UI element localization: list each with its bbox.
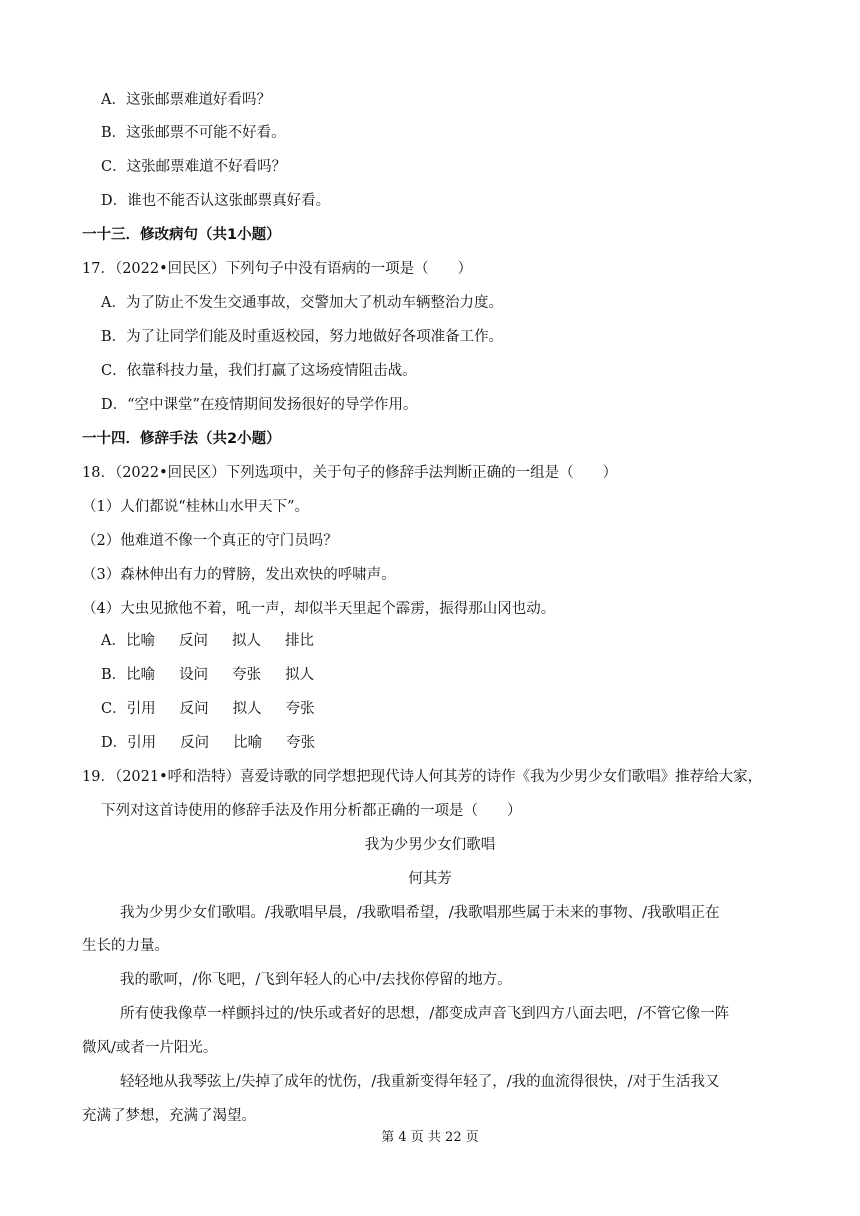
poem-stanza-1-line2: 生长的力量。 bbox=[82, 938, 169, 954]
q18-item-2: （2）他难道不像一个真正的守门员吗？ bbox=[82, 533, 338, 549]
q16-option-a: A．这张邮票难道好看吗？ bbox=[101, 92, 271, 108]
q17-option-b: B．为了让同学们能及时重返校园，努力地做好各项准备工作。 bbox=[101, 329, 504, 345]
q16-option-b: B．这张邮票不可能不好看。 bbox=[101, 125, 286, 141]
q19-stem-line1: 19．（2021•呼和浩特）喜爱诗歌的同学想把现代诗人何其芳的诗作《我为少男少女们歌唱》推荐给大家， bbox=[82, 769, 763, 785]
q16-option-d: D．谁也不能否认这张邮票真好看。 bbox=[101, 193, 331, 209]
poem-stanza-3-line2: 微风/或者一片阳光。 bbox=[82, 1040, 218, 1056]
q18-stem: 18．（2022•回民区）下列选项中，关于句子的修辞手法判断正确的一组是（ ） bbox=[82, 465, 618, 481]
q18-item-3: （3）森林伸出有力的臂膀，发出欢快的呼啸声。 bbox=[82, 567, 396, 583]
q17-option-a: A．为了防止不发生交通事故，交警加大了机动车辆整治力度。 bbox=[101, 295, 503, 311]
section-heading-13: 一十三．修改病句（共1小题） bbox=[82, 227, 281, 243]
poem-stanza-2-line1: 我的歌呵，/你飞吧，/飞到年轻人的心中/去找你停留的地方。 bbox=[120, 972, 512, 988]
poem-title: 我为少男少女们歌唱 bbox=[364, 837, 496, 853]
q17-option-d: D．“空中课堂”在疫情期间发扬很好的导学作用。 bbox=[101, 397, 418, 413]
q18-option-b: B．比喻 设问 夸张 拟人 bbox=[101, 667, 315, 683]
q18-option-c: C．引用 反问 拟人 夸张 bbox=[101, 701, 315, 717]
poem-stanza-3-line1: 所有使我像草一样颤抖过的/快乐或者好的思想，/都变成声音飞到四方八面去吧，/不管它像一阵 bbox=[120, 1006, 730, 1022]
q17-stem: 17．（2022•回民区）下列句子中没有语病的一项是（ ） bbox=[82, 261, 473, 277]
poem-stanza-4-line1: 轻轻地从我琴弦上/失掉了成年的忧伤，/我重新变得年轻了，/我的血流得很快，/对于生活我又 bbox=[120, 1074, 720, 1090]
q16-option-c: C．这张邮票难道不好看吗？ bbox=[101, 159, 287, 175]
q18-item-1: （1）人们都说“桂林山水甲天下”。 bbox=[82, 499, 310, 515]
section-heading-14: 一十四．修辞手法（共2小题） bbox=[82, 431, 281, 447]
q17-option-c: C．依靠科技力量，我们打赢了这场疫情阻击战。 bbox=[101, 363, 417, 379]
q19-stem-line2: 下列对这首诗使用的修辞手法及作用分析都正确的一项是（ ） bbox=[101, 803, 522, 819]
poem-stanza-4-line2: 充满了梦想，充满了渴望。 bbox=[82, 1108, 256, 1124]
q18-option-a: A．比喻 反问 拟人 排比 bbox=[101, 633, 314, 649]
q18-option-d: D．引用 反问 比喻 夸张 bbox=[101, 735, 316, 751]
poem-stanza-1-line1: 我为少男少女们歌唱。/我歌唱早晨，/我歌唱希望，/我歌唱那些属于未来的事物、/我歌唱正在 bbox=[120, 905, 720, 921]
poem-author: 何其芳 bbox=[408, 871, 452, 887]
page-footer: 第 4 页 共 22 页 bbox=[381, 1130, 479, 1145]
q18-item-4: （4）大虫见掀他不着，吼一声，却似半天里起个霹雳，振得那山冈也动。 bbox=[82, 601, 556, 617]
